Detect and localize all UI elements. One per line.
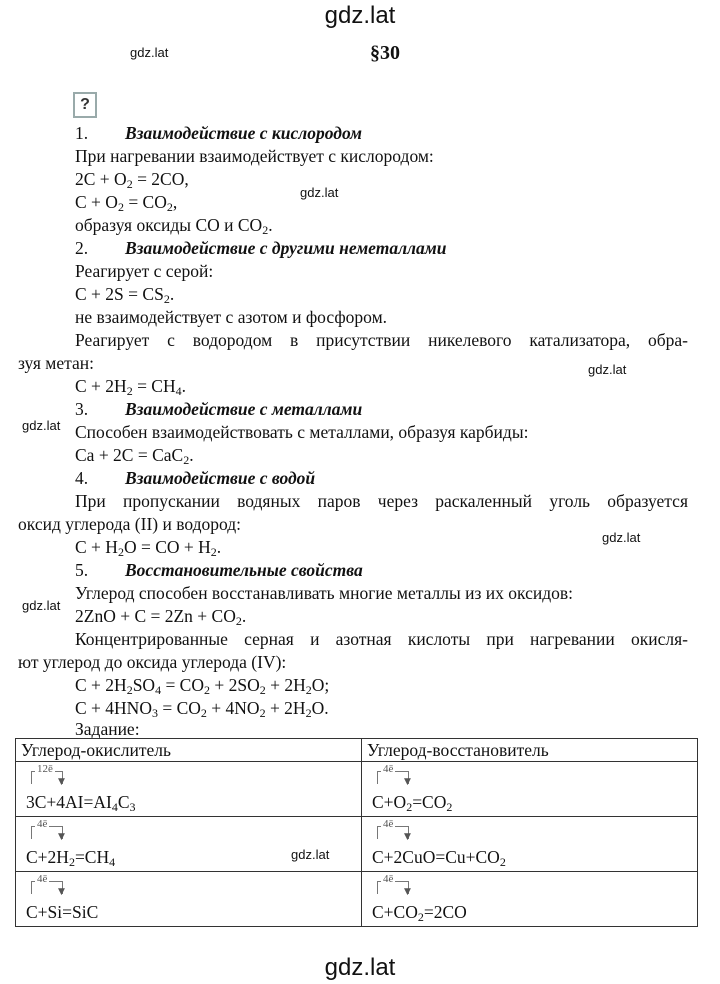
- equation: $C + 4HNO_3 = CO_2 + 4NO_2 + 2H_2O$.: [75, 698, 329, 720]
- table-header-row: [16, 739, 698, 762]
- equation: $2C + O_2 = 2CO$,: [75, 169, 189, 191]
- electron-transfer-arrow: ▼ 4ē: [371, 764, 413, 784]
- heading-5: 5. Восстановительные свойства: [75, 560, 363, 580]
- table-cell: [16, 872, 362, 927]
- table-row: [16, 817, 698, 872]
- text-line: зуя метан:: [18, 353, 94, 373]
- equation: $C + 2H_2SO_4 = CO_2 + 2SO_2 + 2H_2O$;: [75, 675, 330, 697]
- heading-4: 4. Взаимодействие с водой: [75, 468, 316, 488]
- text-line: Способен взаимодействовать с металлами, образуя карбиды:: [75, 422, 529, 442]
- text-line: Углерод способен восстанавливать многие металлы из их оксидов:: [75, 583, 574, 603]
- watermark: gdz.lat: [300, 185, 339, 200]
- text-line: Реагирует с серой:: [75, 261, 214, 281]
- table-row: [16, 762, 698, 817]
- table-header: Углерод-окислитель: [16, 739, 362, 762]
- equation: $C+2H_2=CH_4$: [26, 847, 116, 869]
- text-line: оксид углерода (II) и водород:: [18, 514, 242, 534]
- heading-1: 1. Взаимодействие с кислородом: [75, 123, 363, 143]
- table-cell: [16, 817, 362, 872]
- watermark: gdz.lat: [22, 418, 61, 433]
- table-cell: [16, 762, 362, 817]
- section-title: §30: [370, 42, 400, 64]
- table-cell: [362, 872, 698, 927]
- equation: $3C+4AI=AI_4C_3$: [26, 792, 136, 814]
- equation: $2ZnO + C = 2Zn + CO_2$.: [75, 606, 247, 628]
- text-line: не взаимодействует с азотом и фосфором.: [75, 307, 388, 327]
- equation: $C+O_2=CO_2$: [372, 792, 453, 814]
- equation: $C + 2H_2 = CH_4$.: [75, 376, 186, 398]
- table-header: Углерод-восстановитель: [362, 739, 698, 762]
- watermark: gdz.lat: [130, 45, 169, 60]
- electron-transfer-arrow: ▼ 4ē: [371, 819, 413, 839]
- task-label: Задание:: [75, 719, 140, 739]
- watermark-top: gdz.lat: [324, 2, 396, 29]
- equation: $C+CO_2=2CO$: [372, 902, 467, 924]
- electron-transfer-arrow: ▼ 4ē: [25, 819, 67, 839]
- electron-transfer-arrow: ▼ 4ē: [371, 874, 413, 894]
- heading-3: 3. Взаимодействие с металлами: [75, 399, 363, 419]
- watermark: gdz.lat: [291, 847, 330, 862]
- equation: $C + 2S = CS_2$.: [75, 284, 175, 306]
- watermark: gdz.lat: [602, 530, 641, 545]
- text-line: Концентрированные серная и азотная кислоты при нагревании окисля-: [75, 629, 688, 649]
- text-line: ют углерод до оксида углерода (IV):: [18, 652, 287, 672]
- electron-transfer-arrow: ▼ 12ē: [25, 764, 67, 784]
- text-line: Реагирует с водородом в присутствии никелевого катализатора, обра-: [75, 330, 688, 350]
- table-row: [16, 872, 698, 927]
- equation: $C + O_2 = CO_2$,: [75, 192, 178, 214]
- table-cell: [362, 817, 698, 872]
- task-table: [15, 738, 698, 927]
- equation: C+Si=SiC: [26, 902, 99, 922]
- equation: $C + H_2O$ = CO + $H_2$.: [75, 537, 222, 559]
- electron-transfer-arrow: ▼ 4ē: [25, 874, 67, 894]
- text-line: При пропускании водяных паров через раскаленный уголь образуется: [75, 491, 688, 511]
- watermark-bottom: gdz.lat: [324, 954, 396, 981]
- watermark: gdz.lat: [588, 362, 627, 377]
- text-line: При нагревании взаимодействует с кислородом:: [75, 146, 434, 166]
- equation: $C+2CuO=Cu+CO_2$: [372, 847, 506, 869]
- heading-2: 2. Взаимодействие с другими неметаллами: [75, 238, 447, 258]
- watermark: gdz.lat: [22, 598, 61, 613]
- text-line: образуя оксиды CO и $CO_2$.: [75, 215, 273, 237]
- equation: Ca + 2C = CaC$_2$.: [75, 445, 194, 467]
- question-icon: ?: [73, 92, 97, 118]
- table-cell: [362, 762, 698, 817]
